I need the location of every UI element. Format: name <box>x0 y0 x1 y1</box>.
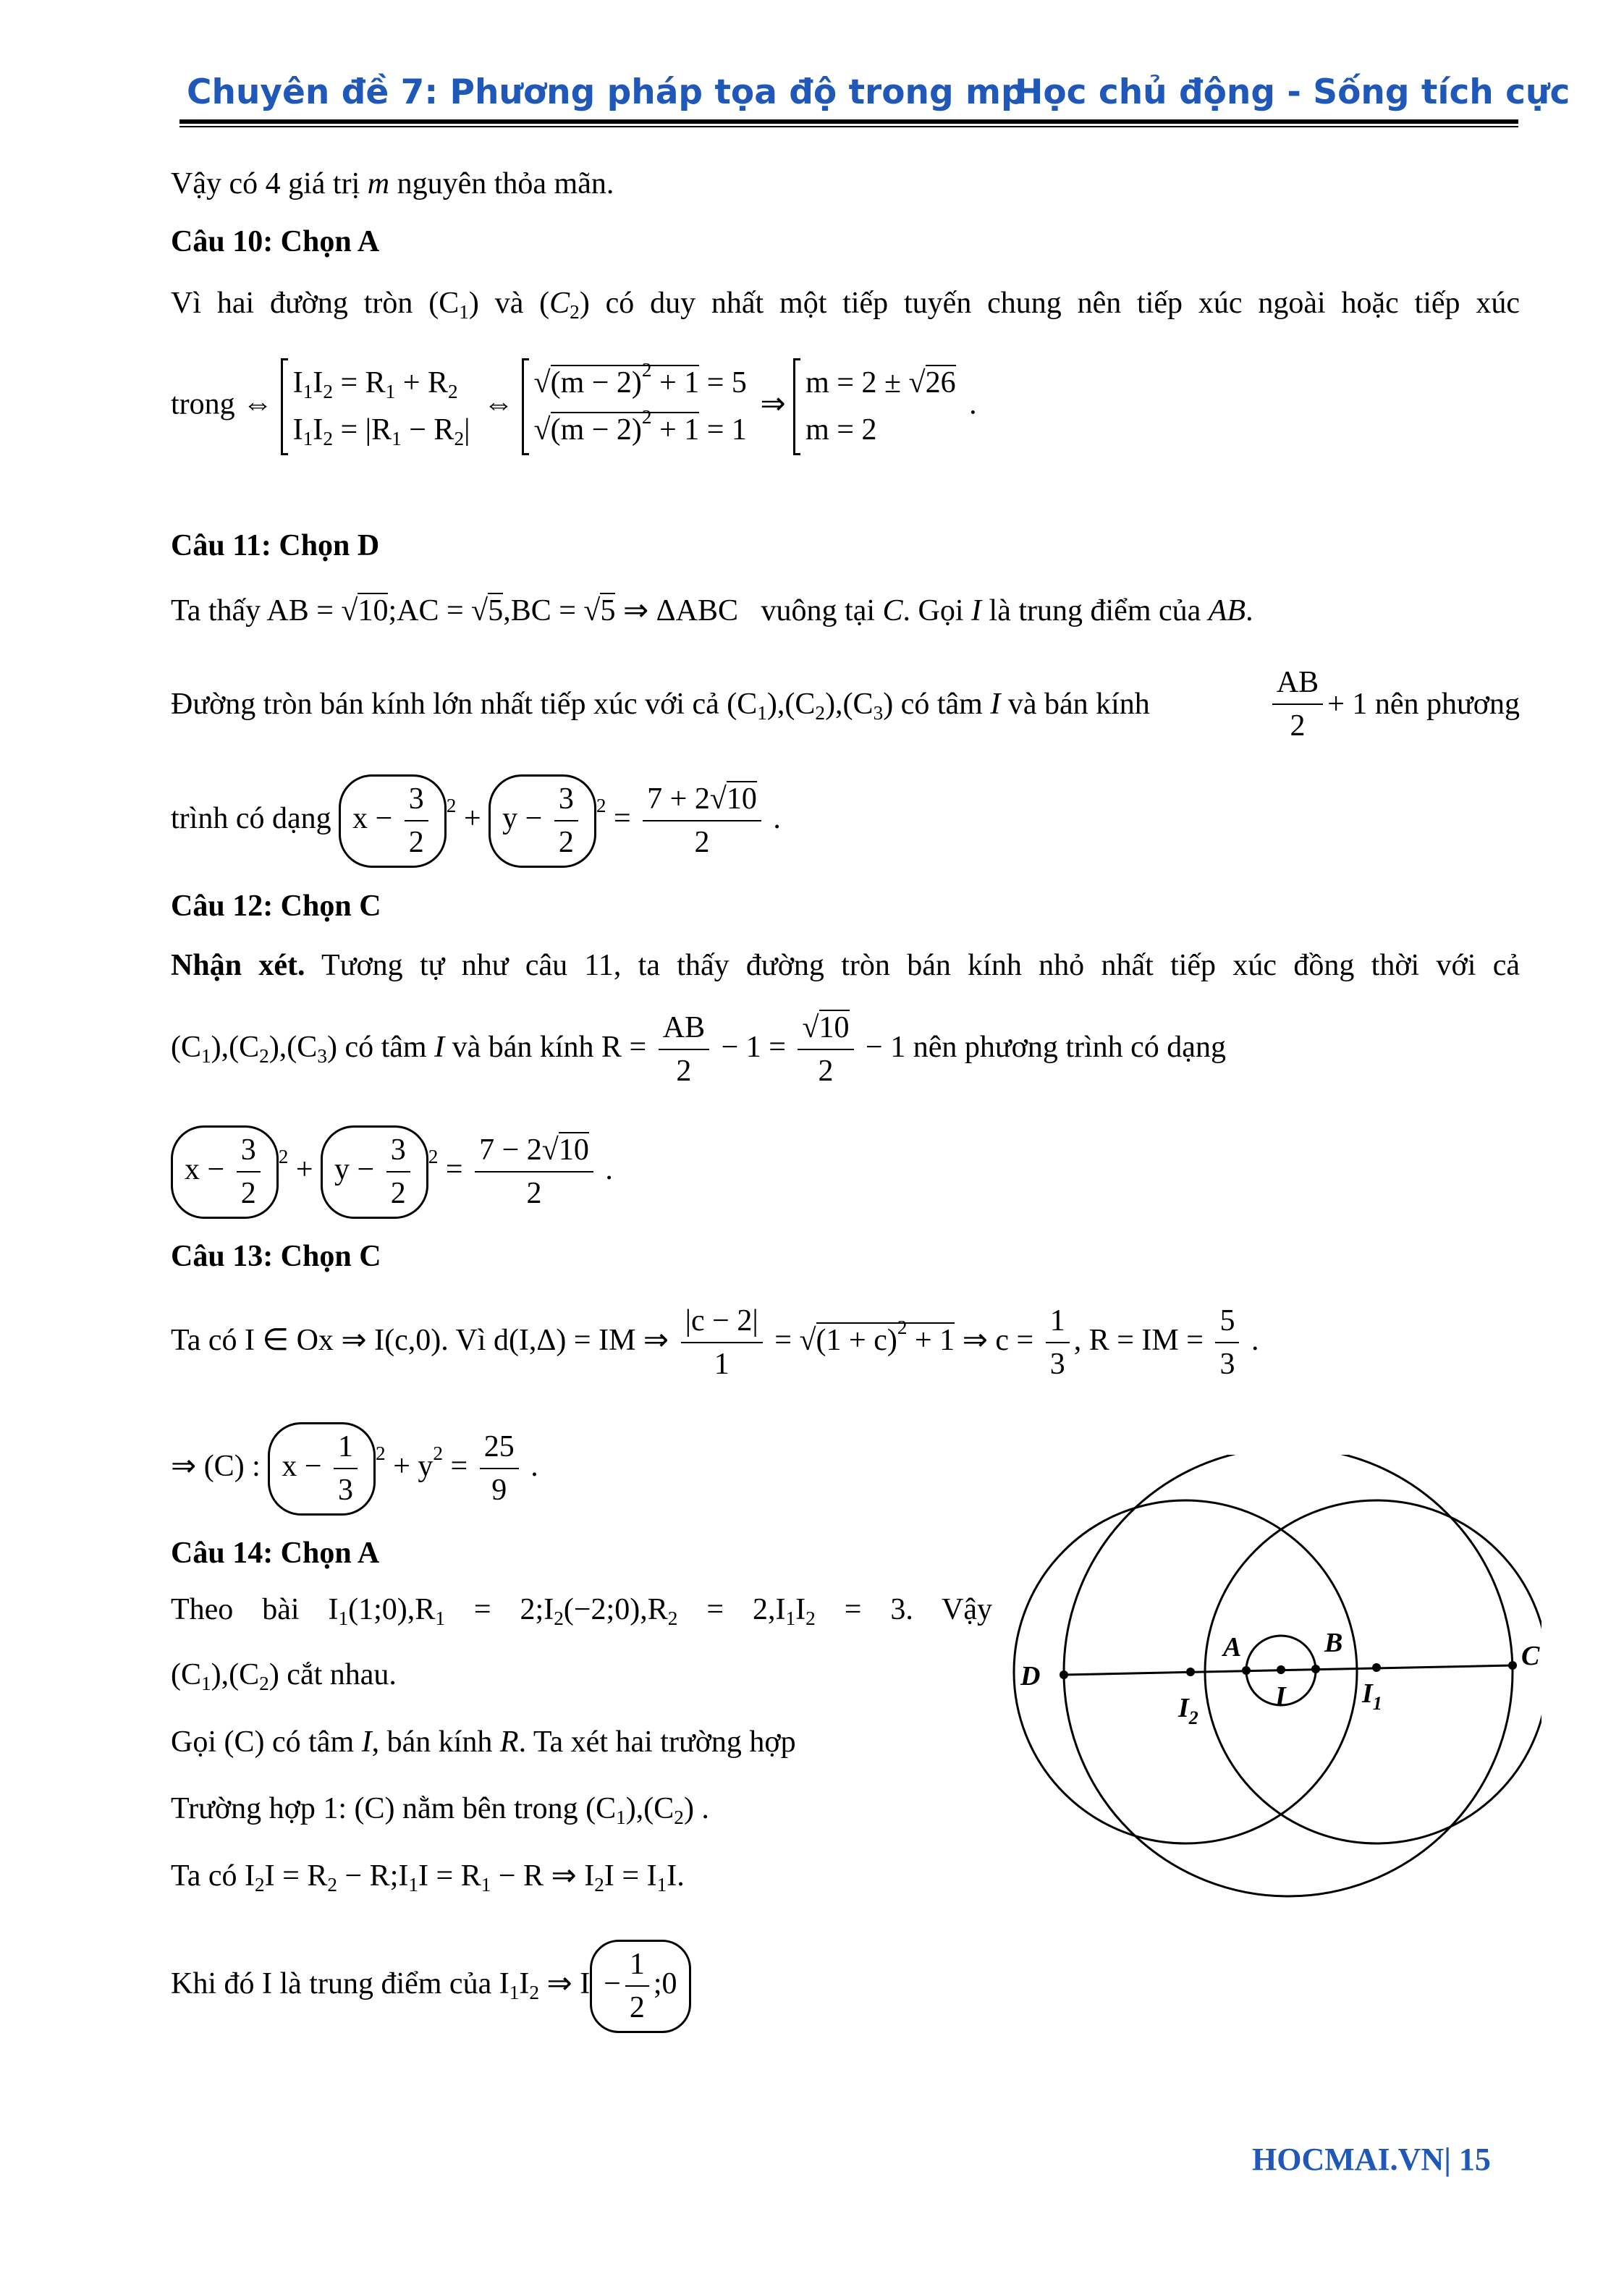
text-line: Đường tròn bán kính lớn nhất tiếp xúc với cả $(C_1),(C_2),(C_3)$ có tâm I và bán kính $\frac{AB}{2}$ + 1 nên phương <box>171 664 1520 745</box>
q14-midpoint-line: Khi đó I là trung điểm của $I_1I_2$ ⇒ I − $\frac{1}{2}$ ;0 <box>171 1940 691 2033</box>
q13-equation: Ta có I ∈ Ox ⇒ I(c,0). Vì d(I,Δ) = IM ⇒ $\frac{|c - 2|}{1}$ = $√(1 + c)^2 + 1$ ⇒ c = $\frac{1}{3}$ , R = IM = $\frac{5}{3}$ . <box>171 1304 1259 1382</box>
q12-radius-line: $(C_1),(C_2),(C_3)$ có tâm I và bán kính R = $\frac{AB}{2}$ − 1 = $\frac{√10}{2}$ − 1 nên phương trình có dạng <box>171 1011 1226 1089</box>
point-i <box>1277 1665 1285 1674</box>
system-bracket: $√(m - 2)^2 + 1 = 5$ $√(m - 2)^2 + 1 = 1$ <box>522 358 753 455</box>
frac-denominator: 2 <box>1290 709 1306 743</box>
text-line: Gọi (C) có tâm I, bán kính R. Ta xét hai trường hợp <box>171 1725 796 1759</box>
header-rule <box>179 119 1518 124</box>
point-i2 <box>1186 1668 1195 1676</box>
label-c: C <box>1521 1641 1540 1671</box>
system-bracket: $I_1I_2 = R_1 + R_2$ $I_1I_2 = |R_1 - R_2|$ <box>281 358 476 455</box>
question-11-heading: Câu 11: Chọn D <box>171 529 380 562</box>
q11-equation: trình có dạng x − $\frac{3}{2}$ $^2$ + y − $\frac{3}{2}$ $^2$ = $\frac{7 + 2√10}{2}$ . <box>171 774 781 868</box>
label-i: I <box>1275 1681 1286 1712</box>
circles-figure <box>1006 1455 1541 1903</box>
circle-c1 <box>1205 1500 1541 1843</box>
label-a: A <box>1223 1632 1242 1662</box>
text-line: Ta có $I_2I = R_2$ − $R;I_1I = R_1 - R$ ⇒ $I_2I = I_1I$. <box>171 1859 685 1896</box>
system-bracket: m = 2 ± √26 m = 2 <box>793 358 961 455</box>
header-right-slogan: Học chủ động - Sống tích cực <box>1015 72 1570 112</box>
frac-numerator: AB <box>1272 664 1323 705</box>
point-i1 <box>1372 1663 1381 1672</box>
label-b: B <box>1324 1628 1343 1658</box>
point-d <box>1060 1670 1068 1679</box>
q10-equation: trong ⇔ $I_1I_2 = R_1 + R_2$ $I_1I_2 = |R_1 - R_2|$ ⇔ $√(m - 2)^2 + 1 = 5$ $√(m - 2)^2 + 1 = 1$ ⇒ m = 2 ± √26 m = 2 . <box>171 358 977 455</box>
question-12-heading: Câu 12: Chọn C <box>171 890 381 923</box>
point-a <box>1242 1666 1251 1675</box>
page-footer: HOCMAI.VN| 15 <box>1252 2142 1491 2177</box>
text-line: Vì hai đường tròn $(C_1)$ và $(C_2)$ có duy nhất một tiếp tuyến chung nên tiếp xúc ngoài hoặc tiếp xúc <box>171 287 1520 324</box>
label-d: D <box>1020 1661 1041 1691</box>
q12-equation: x − $\frac{3}{2}$ $^2$ + y − $\frac{3}{2}$ $^2$ = $\frac{7 - 2√10}{2}$ . <box>171 1125 613 1219</box>
header-left-title: Chuyên đề 7: Phương pháp tọa độ trong mp <box>187 72 1025 112</box>
text-line: Theo bài $I_1(1;0),R_1$ = $2;I_2(-2;0),R_2 = 2,I_1I_2 = 3$. Vậy <box>171 1593 993 1630</box>
question-10-heading: Câu 10: Chọn A <box>171 225 380 258</box>
question-14-heading: Câu 14: Chọn A <box>171 1537 380 1570</box>
q13-circle-equation: ⇒ (C) : x − $\frac{1}{3}$ $^2 + y^2$ = $\frac{25}{9}$ . <box>171 1422 538 1516</box>
text-line: Nhận xét. Tương tự như câu 11, ta thấy đường tròn bán kính nhỏ nhất tiếp xúc đồng thời với cả <box>171 949 1520 982</box>
question-13-heading: Câu 13: Chọn C <box>171 1240 381 1273</box>
diameter-line <box>1064 1665 1513 1675</box>
text-line: Vậy có 4 giá trị m nguyên thỏa mãn. <box>171 167 614 200</box>
point-b <box>1311 1665 1320 1673</box>
header-rule-thin <box>179 126 1518 127</box>
point-c <box>1508 1661 1517 1670</box>
text-line: Trường hợp 1: (C) nằm bên trong $(C_1),(C_2)$ . <box>171 1792 709 1829</box>
text-line: $(C_1),(C_2)$ cắt nhau. <box>171 1658 397 1695</box>
label-i2: $I_2$ <box>1178 1693 1198 1728</box>
label-i1: $I_1$ <box>1362 1678 1382 1714</box>
text-line: Ta thấy AB = √10;AC = √5,BC = √5 ⇒ ΔABC vuông tại C. Gọi I là trung điểm của AB. <box>171 594 1253 628</box>
